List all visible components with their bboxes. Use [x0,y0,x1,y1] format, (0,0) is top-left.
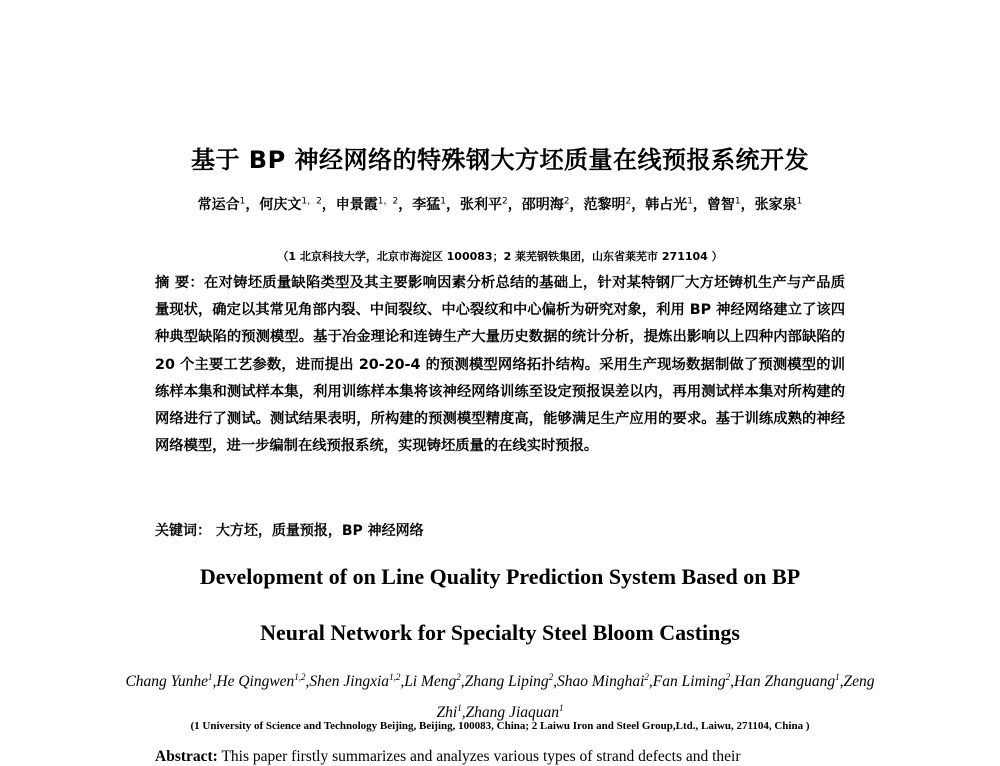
english-author-name: Shen Jingxia [309,673,390,691]
english-author-separator: , [400,673,405,691]
english-abstract [155,748,855,766]
english-author-affil-mark: 1,2 [389,672,401,682]
chinese-author-affil-mark: 2 [625,196,632,206]
chinese-author-affil-mark: 1 [440,196,446,206]
chinese-author-affil-mark: 1 [734,196,741,206]
english-author-name: Han Zhanguang [733,673,836,691]
chinese-author-separator: ， [398,196,413,213]
english-author-affil-mark: 1 [457,703,462,714]
chinese-author-affil-mark: 1，2 [301,196,322,206]
english-title-line-2: Neural Network for Specialty Steel Bloom Castings [260,620,740,645]
chinese-author-list [140,188,860,218]
english-author-separator: , [305,673,310,691]
chinese-author-name: 曾智 [706,196,735,213]
english-author-name: Zeng Zhi [436,673,875,722]
english-author-name: Chang Yunhe [125,673,208,691]
english-author-separator: , [648,673,653,691]
chinese-author-separator: ， [245,196,260,213]
english-author-separator: , [553,673,558,691]
english-author-affil-mark: 2 [548,672,554,682]
chinese-author-affil-mark: 1 [239,196,246,206]
chinese-author-name: 李猛 [412,196,441,213]
english-author-name: Zhang Jiaquan [465,704,559,722]
chinese-author-separator: ， [507,196,522,213]
chinese-author-separator: ， [321,196,336,213]
chinese-author-name: 张家泉 [754,196,797,213]
chinese-author-name: 范黎明 [583,196,626,213]
english-author-affil-mark: 2 [644,672,649,682]
english-title-line-1: Development of on Line Quality Prediction System Based on BP [199,564,801,589]
english-abstract-label: Abstract: [155,748,218,765]
chinese-abstract [155,270,845,460]
english-author-separator: , [839,673,844,691]
chinese-title: 基于 BP 神经网络的特殊钢大方坯质量在线预报系统开发 [190,146,810,174]
english-author-affil-mark: 2 [725,672,731,682]
english-author-affil-mark: 1 [559,703,564,714]
english-author-separator: , [730,673,734,691]
english-author-affil-mark: 1 [208,672,213,682]
chinese-author-name: 常运合 [197,196,240,213]
english-author-affil-mark: 1 [835,672,840,682]
chinese-author-separator: ， [569,196,584,213]
chinese-author-separator: ， [445,196,460,213]
chinese-author-separator: ， [692,196,707,213]
english-author-separator: , [460,673,465,691]
chinese-author-affil-mark: 2 [563,196,570,206]
chinese-author-name: 张利平 [459,196,502,213]
english-author-affil-mark: 1,2 [294,672,306,682]
chinese-keywords-label: 关键词： [155,523,211,539]
chinese-author-name: 韩占光 [645,196,688,213]
english-author-separator: , [461,704,466,722]
english-author-name: Shao Minghai [557,673,645,691]
chinese-author-separator: ， [631,196,646,213]
chinese-affiliation: （1 北京科技大学，北京市海淀区 100083；2 莱芜钢铁集团，山东省莱芜市 271104 ） [277,250,723,263]
chinese-abstract-text: 在对铸坯质量缺陷类型及其主要影响因素分析总结的基础上，针对某特钢厂大方坯铸机生产与产品质量现状，确定以其常见角部内裂、中间裂纹、中心裂纹和中心偏析为研究对象，利用 BP 神经网络建立了该四种典型缺陷的预测模型。基于冶金理论和连铸生产大量历史数据的统计分析，提炼出影响以上四种内部缺陷的 20 个主要工艺参数，进而提出 20-20-4 的预测模型网络拓扑结构。采用生产现场数据制做了预测模型的训练样本集和测试样本集，利用训练样本集将该神经网络训练至设定预报误差以内，再用测试样本集对所构建的网络进行了测试。测试结果表明，所构建的预测模型精度高，能够满足生产应用的要求。基于训练成熟的神经网络模型，进一步编制在线预报系统，实现铸坯质量的在线实时预报。 [155,275,845,455]
english-affiliation: (1 University of Science and Technology Beijing, Beijing, 100083, China; 2 Laiwu Iron and Steel Group,Ltd., Laiwu, 271104, China ) [190,720,810,732]
english-author-name: He Qingwen [216,673,295,691]
chinese-keywords [155,520,845,540]
chinese-author-affil-mark: 2 [501,196,508,206]
english-author-name: Li Meng [404,673,457,691]
english-abstract-text: This paper firstly summarizes and analyzes various types of strand defects and their [217,748,741,765]
chinese-author-affil-mark: 1，2 [377,196,399,206]
english-author-affil-mark: 2 [456,672,461,682]
english-author-name: Zhang Liping [464,673,549,691]
chinese-author-name: 邵明海 [521,196,564,213]
chinese-author-affil-mark: 1 [796,196,803,206]
english-author-list [100,664,900,726]
chinese-author-affil-mark: 1 [687,196,693,206]
chinese-abstract-label: 摘 要： [155,275,204,291]
chinese-author-separator: ， [740,196,755,213]
chinese-author-name: 申景霞 [335,196,378,213]
english-author-separator: , [212,673,217,691]
chinese-author-name: 何庆文 [259,196,302,213]
chinese-keywords-text: 大方坯，质量预报，BP 神经网络 [215,523,424,539]
english-author-name: Fan Liming [652,673,726,691]
